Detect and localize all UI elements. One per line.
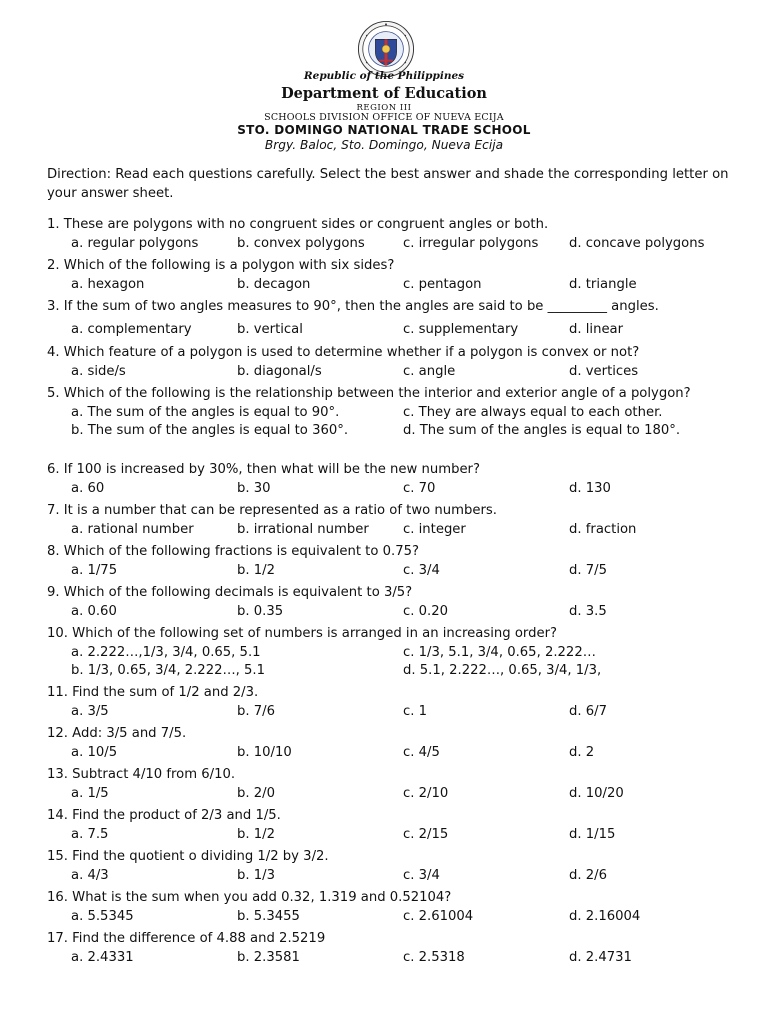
question-6 [47,461,737,498]
question-12 [47,725,737,762]
options [47,276,737,295]
option-a: a. 1/5 [71,785,109,801]
division-label: SCHOOLS DIVISION OFFICE OF NUEVA ECIJA [264,112,504,123]
options [47,603,737,622]
options [47,321,737,340]
option-d: d. linear [569,322,624,337]
options [47,785,737,804]
option-b: b. The sum of the angles is equal to 360°. [71,423,349,438]
option-a: a. 5.5345 [71,908,134,924]
option-b: b. 7/6 [237,703,275,719]
option-a: a. 7.5 [71,826,109,842]
options [47,744,737,763]
option-c: c. 2/15 [403,826,449,842]
option-d: d. 5.1, 2.222…, 0.65, 3/4, 1/3, [403,663,602,678]
question-text: 13. Subtract 4/10 from 6/10. [47,767,236,782]
question-4 [47,344,737,381]
options [47,949,737,968]
question-3 [47,298,737,340]
question-text: 5. Which of the following is the relationship between the interior and exterior angle of a polygon? [47,386,691,401]
question-text: 7. It is a number that can be represented as a ratio of two numbers. [47,503,497,518]
option-b: b. 5.3455 [237,908,300,924]
option-c: c. 3/4 [403,562,440,578]
question-text: 10. Which of the following set of numbers is arranged in an increasing order? [47,626,557,641]
option-c: c. 2.5318 [403,949,465,965]
question-17 [47,930,737,967]
question-text: 11. Find the sum of 1/2 and 2/3. [47,685,259,700]
option-c: c. irregular polygons [403,235,539,251]
options [47,521,737,540]
option-d: d. 2.16004 [569,908,641,924]
question-text: 16. What is the sum when you add 0.32, 1.319 and 0.52104? [47,890,452,905]
option-d: d. 2.4731 [569,949,632,965]
question-1 [47,216,737,253]
question-text: 3. If the sum of two angles measures to 90°, then the angles are said to be _________ angles. [47,299,659,314]
option-a: a. 1/75 [71,562,118,578]
option-b: b. irrational number [237,521,369,537]
question-2 [47,257,737,294]
options [47,363,737,382]
option-b: b. 0.35 [237,603,284,619]
option-a: a. 3/5 [71,703,109,719]
region-label: REGION III [356,103,412,113]
option-a: a. 0.60 [71,603,117,619]
option-d: d. 7/5 [569,562,607,578]
question-text: 8. Which of the following fractions is equivalent to 0.75? [47,544,419,559]
options [47,703,737,722]
question-13 [47,766,737,803]
question-5 [47,385,737,441]
options [47,562,737,581]
option-c: c. They are always equal to each other. [403,404,663,420]
option-b: b. vertical [237,322,303,337]
option-b: b. decagon [237,276,311,292]
options [47,826,737,845]
question-10 [47,625,737,681]
option-a: a. 2.4331 [71,949,134,965]
options [47,404,737,423]
option-d: d. The sum of the angles is equal to 180°. [403,423,681,438]
option-a: a. hexagon [71,276,145,292]
question-11 [47,684,737,721]
options [47,235,737,254]
option-b: b. 2.3581 [237,949,300,965]
option-a: a. rational number [71,521,194,537]
department-title: Department of Education [281,85,487,102]
question-text: 2. Which of the following is a polygon with six sides? [47,258,395,273]
options [47,644,737,663]
option-b: b. 10/10 [237,744,292,760]
option-b: b. 30 [237,480,271,496]
option-c: c. 0.20 [403,603,448,619]
option-c: c. 2/10 [403,785,449,801]
option-a: a. side/s [71,363,126,379]
option-c: c. 3/4 [403,867,440,883]
options [47,422,737,441]
option-d: d. triangle [569,276,637,292]
school-address: Brgy. Baloc, Sto. Domingo, Nueva Ecija [264,138,504,152]
option-d: d. 10/20 [569,785,624,801]
question-8 [47,543,737,580]
options [47,662,737,681]
option-d: d. vertices [569,363,639,379]
question-text: 14. Find the product of 2/3 and 1/5. [47,808,281,823]
direction-text: Direction: Read each questions carefully. Select the best answer and shade the corresponding letter on your answer sheet. [47,167,729,201]
question-text: 9. Which of the following decimals is equivalent to 3/5? [47,585,413,600]
option-d: d. 6/7 [569,703,607,719]
question-text: 12. Add: 3/5 and 7/5. [47,726,187,741]
option-b: b. 1/2 [237,562,275,578]
question-16 [47,889,737,926]
options [47,480,737,499]
option-c: c. pentagon [403,276,482,292]
option-c: c. 1 [403,703,428,719]
option-c: c. 70 [403,480,436,496]
option-a: a. regular polygons [71,235,199,251]
option-d: d. 130 [569,480,611,496]
question-text: 1. These are polygons with no congruent sides or congruent angles or both. [47,217,549,232]
question-text: 6. If 100 is increased by 30%, then what will be the new number? [47,462,480,477]
option-b: b. 1/2 [237,826,275,842]
question-9 [47,584,737,621]
option-b: b. diagonal/s [237,363,322,379]
option-a: a. complementary [71,322,192,337]
option-d: d. 2 [569,744,595,760]
option-d: d. fraction [569,521,637,537]
option-c: c. 4/5 [403,744,440,760]
option-d: d. concave polygons [569,235,705,251]
options [47,867,737,886]
option-c: c. angle [403,363,456,379]
option-d: d. 1/15 [569,826,616,842]
option-d: d. 2/6 [569,867,607,883]
option-a: a. The sum of the angles is equal to 90°. [71,404,340,420]
question-text: 15. Find the quotient o dividing 1/2 by 3/2. [47,849,329,864]
option-b: b. 2/0 [237,785,275,801]
question-text: 17. Find the difference of 4.88 and 2.5219 [47,931,326,946]
option-b: b. 1/3 [237,867,275,883]
question-text: 4. Which feature of a polygon is used to determine whether if a polygon is convex or not? [47,345,640,360]
option-b: b. convex polygons [237,235,365,251]
option-a: a. 10/5 [71,744,118,760]
option-c: c. supplementary [403,322,519,337]
question-7 [47,502,737,539]
options [47,908,737,927]
option-c: c. 2.61004 [403,908,474,924]
option-d: d. 3.5 [569,603,607,619]
option-c: c. integer [403,521,466,537]
option-c: c. 1/3, 5.1, 3/4, 0.65, 2.222… [403,644,596,660]
question-14 [47,807,737,844]
option-b: b. 1/3, 0.65, 3/4, 2.222…, 5.1 [71,663,266,678]
question-15 [47,848,737,885]
school-name: STO. DOMINGO NATIONAL TRADE SCHOOL [237,123,531,137]
option-a: a. 60 [71,480,105,496]
republic-label: Republic of the Philippines [303,70,465,82]
option-a: a. 2.222…,1/3, 3/4, 0.65, 5.1 [71,644,261,660]
option-a: a. 4/3 [71,867,109,883]
